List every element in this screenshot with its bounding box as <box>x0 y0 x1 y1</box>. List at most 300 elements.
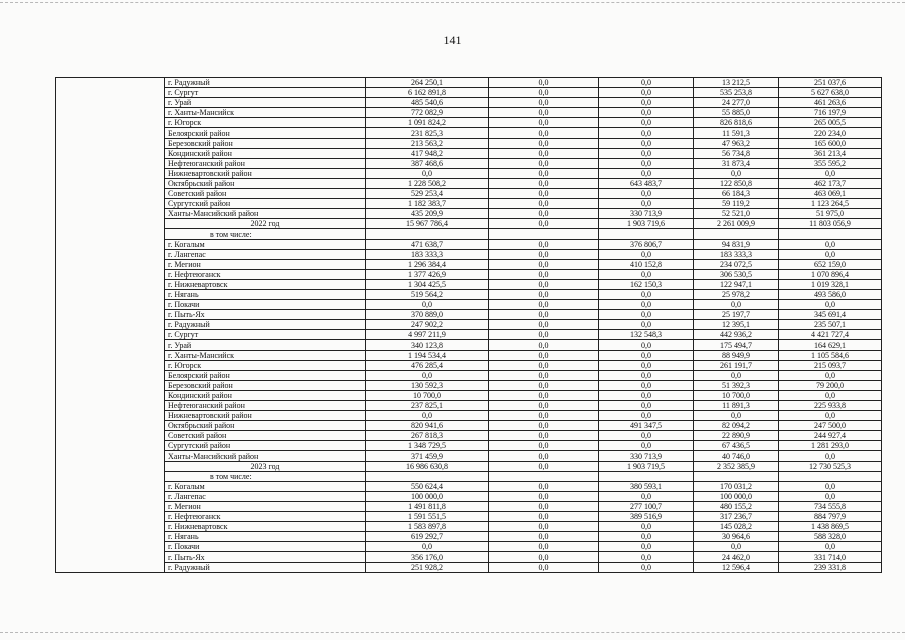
value-cell: 376 806,7 <box>599 239 694 249</box>
value-cell: 0,0 <box>599 108 694 118</box>
table-row <box>56 552 882 562</box>
value-cell: 1 296 384,4 <box>366 259 489 269</box>
value-cell: 0,0 <box>489 512 599 522</box>
blank-cell <box>56 239 165 249</box>
blank-cell <box>56 118 165 128</box>
table-row <box>56 370 882 380</box>
subheading-row <box>56 229 882 239</box>
value-cell: 0,0 <box>489 380 599 390</box>
value-cell: 164 629,1 <box>779 340 882 350</box>
value-cell: 0,0 <box>489 522 599 532</box>
table-row <box>56 481 882 491</box>
row-label: г. Лангепас <box>165 249 366 259</box>
table-row <box>56 542 882 552</box>
blank-cell <box>56 441 165 451</box>
value-cell: 0,0 <box>599 300 694 310</box>
value-cell: 491 347,5 <box>599 421 694 431</box>
value-cell: 306 530,5 <box>694 269 779 279</box>
value-cell: 0,0 <box>599 542 694 552</box>
value-cell: 0,0 <box>489 189 599 199</box>
row-label: Березовский район <box>165 380 366 390</box>
value-cell: 1 903 719,6 <box>599 219 694 229</box>
table-row <box>56 199 882 209</box>
value-cell: 1 019 328,1 <box>779 279 882 289</box>
row-label: г. Покачи <box>165 542 366 552</box>
value-cell: 30 964,6 <box>694 532 779 542</box>
blank-cell <box>56 219 165 229</box>
value-cell: 10 700,0 <box>366 390 489 400</box>
table-row <box>56 350 882 360</box>
blank-cell <box>56 209 165 219</box>
blank-cell <box>56 300 165 310</box>
value-cell: 5 627 638,0 <box>779 88 882 98</box>
value-cell: 0,0 <box>366 168 489 178</box>
value-cell: 0,0 <box>366 300 489 310</box>
value-cell: 550 624,4 <box>366 481 489 491</box>
value-cell: 820 941,6 <box>366 421 489 431</box>
value-cell: 0,0 <box>599 552 694 562</box>
value-cell: 145 028,2 <box>694 522 779 532</box>
row-label: Кондинский район <box>165 390 366 400</box>
table-row <box>56 300 882 310</box>
value-cell: 0,0 <box>489 310 599 320</box>
value-cell: 0,0 <box>599 532 694 542</box>
row-label: Кондинский район <box>165 148 366 158</box>
row-label: г. Когалым <box>165 481 366 491</box>
table-row <box>56 78 882 88</box>
table-row <box>56 269 882 279</box>
blank-cell <box>56 259 165 269</box>
value-cell <box>366 471 489 481</box>
row-label: г. Когалым <box>165 239 366 249</box>
blank-cell <box>56 88 165 98</box>
value-cell: 0,0 <box>599 148 694 158</box>
row-label: Нижневартовский район <box>165 168 366 178</box>
page-number: 141 <box>443 33 462 47</box>
value-cell: 0,0 <box>489 178 599 188</box>
value-cell: 0,0 <box>366 370 489 380</box>
table-row <box>56 249 882 259</box>
row-label: г. Мегион <box>165 259 366 269</box>
value-cell: 40 746,0 <box>694 451 779 461</box>
value-cell: 0,0 <box>779 390 882 400</box>
value-cell: 0,0 <box>599 138 694 148</box>
value-cell: 0,0 <box>599 380 694 390</box>
value-cell: 4 997 211,9 <box>366 330 489 340</box>
value-cell: 0,0 <box>489 411 599 421</box>
table-row <box>56 128 882 138</box>
blank-cell <box>56 340 165 350</box>
row-label: г. Нягань <box>165 532 366 542</box>
row-label: г. Пыть-Ях <box>165 310 366 320</box>
value-cell: 0,0 <box>779 249 882 259</box>
value-cell: 0,0 <box>599 168 694 178</box>
value-cell <box>694 471 779 481</box>
value-cell: 251 928,2 <box>366 562 489 572</box>
value-cell: 82 094,2 <box>694 421 779 431</box>
row-label: г. Радужный <box>165 562 366 572</box>
value-cell: 66 184,3 <box>694 189 779 199</box>
blank-cell <box>56 128 165 138</box>
value-cell: 244 927,4 <box>779 431 882 441</box>
row-label: Советский район <box>165 189 366 199</box>
value-cell: 1 281 293,0 <box>779 441 882 451</box>
value-cell: 235 507,1 <box>779 320 882 330</box>
row-label: Октябрьский район <box>165 421 366 431</box>
blank-cell <box>56 562 165 572</box>
value-cell: 330 713,9 <box>599 209 694 219</box>
row-label: г. Радужный <box>165 78 366 88</box>
value-cell: 265 005,5 <box>779 118 882 128</box>
value-cell: 0,0 <box>489 78 599 88</box>
value-cell: 535 253,8 <box>694 88 779 98</box>
value-cell: 162 150,3 <box>599 279 694 289</box>
value-cell: 0,0 <box>599 88 694 98</box>
table-row <box>56 108 882 118</box>
value-cell: 0,0 <box>489 148 599 158</box>
value-cell: 247 500,0 <box>779 421 882 431</box>
blank-cell <box>56 522 165 532</box>
value-cell: 130 592,3 <box>366 380 489 390</box>
value-cell: 0,0 <box>489 108 599 118</box>
value-cell: 220 234,0 <box>779 128 882 138</box>
blank-cell <box>56 380 165 390</box>
value-cell: 1 377 426,9 <box>366 269 489 279</box>
value-cell: 47 963,2 <box>694 138 779 148</box>
value-cell: 122 850,8 <box>694 178 779 188</box>
blank-cell <box>56 512 165 522</box>
value-cell <box>489 471 599 481</box>
value-cell: 410 152,8 <box>599 259 694 269</box>
row-label: г. Югорск <box>165 118 366 128</box>
value-cell: 519 564,2 <box>366 289 489 299</box>
value-cell: 442 936,2 <box>694 330 779 340</box>
value-cell: 0,0 <box>694 168 779 178</box>
value-cell: 0,0 <box>489 249 599 259</box>
blank-cell <box>56 178 165 188</box>
value-cell: 480 155,2 <box>694 501 779 511</box>
row-label: Сургутский район <box>165 441 366 451</box>
value-cell: 24 462,0 <box>694 552 779 562</box>
value-cell: 247 902,2 <box>366 320 489 330</box>
value-cell: 0,0 <box>489 259 599 269</box>
table-row <box>56 401 882 411</box>
blank-cell <box>56 461 165 471</box>
value-cell <box>599 471 694 481</box>
table-row <box>56 562 882 572</box>
table-row <box>56 189 882 199</box>
value-cell: 0,0 <box>599 118 694 128</box>
value-cell: 0,0 <box>489 98 599 108</box>
value-cell: 417 948,2 <box>366 148 489 158</box>
value-cell: 1 583 897,8 <box>366 522 489 532</box>
value-cell: 55 885,0 <box>694 108 779 118</box>
value-cell: 0,0 <box>694 542 779 552</box>
value-cell: 25 197,7 <box>694 310 779 320</box>
row-label: Советский район <box>165 431 366 441</box>
value-cell: 619 292,7 <box>366 532 489 542</box>
value-cell: 0,0 <box>489 289 599 299</box>
table-row <box>56 289 882 299</box>
table-row <box>56 380 882 390</box>
year-total-row <box>56 219 882 229</box>
value-cell: 0,0 <box>694 411 779 421</box>
value-cell: 225 933,8 <box>779 401 882 411</box>
value-cell: 234 072,5 <box>694 259 779 269</box>
value-cell: 884 797,9 <box>779 512 882 522</box>
value-cell <box>694 229 779 239</box>
value-cell: 0,0 <box>779 542 882 552</box>
row-label: г. Радужный <box>165 320 366 330</box>
row-label: Октябрьский район <box>165 178 366 188</box>
value-cell: 183 333,3 <box>694 249 779 259</box>
blank-cell <box>56 249 165 259</box>
value-cell: 734 555,8 <box>779 501 882 511</box>
value-cell: 317 236,7 <box>694 512 779 522</box>
value-cell: 0,0 <box>489 300 599 310</box>
row-label: Березовский район <box>165 138 366 148</box>
row-label: 2023 год <box>165 461 366 471</box>
value-cell: 0,0 <box>779 300 882 310</box>
blank-cell <box>56 532 165 542</box>
value-cell: 0,0 <box>599 562 694 572</box>
value-cell: 0,0 <box>599 128 694 138</box>
value-cell: 1 182 383,7 <box>366 199 489 209</box>
scan-edge-bottom <box>0 632 905 633</box>
value-cell: 0,0 <box>599 491 694 501</box>
value-cell: 52 521,0 <box>694 209 779 219</box>
table-row <box>56 158 882 168</box>
value-cell: 355 595,2 <box>779 158 882 168</box>
value-cell: 652 159,0 <box>779 259 882 269</box>
value-cell: 1 228 508,2 <box>366 178 489 188</box>
value-cell: 0,0 <box>489 128 599 138</box>
table-body <box>56 78 882 573</box>
value-cell: 0,0 <box>489 320 599 330</box>
table-row <box>56 390 882 400</box>
value-cell: 0,0 <box>489 441 599 451</box>
value-cell: 0,0 <box>366 411 489 421</box>
table-row <box>56 441 882 451</box>
value-cell: 476 285,4 <box>366 360 489 370</box>
value-cell: 0,0 <box>489 199 599 209</box>
value-cell: 340 123,8 <box>366 340 489 350</box>
blank-cell <box>56 310 165 320</box>
value-cell: 170 031,2 <box>694 481 779 491</box>
blank-cell <box>56 98 165 108</box>
blank-cell <box>56 289 165 299</box>
blank-cell <box>56 390 165 400</box>
blank-cell <box>56 168 165 178</box>
table-row <box>56 501 882 511</box>
table-row <box>56 532 882 542</box>
row-label: Белоярский район <box>165 128 366 138</box>
row-label: г. Урай <box>165 98 366 108</box>
value-cell: 231 825,3 <box>366 128 489 138</box>
value-cell: 0,0 <box>489 88 599 98</box>
value-cell: 0,0 <box>599 411 694 421</box>
row-label: г. Югорск <box>165 360 366 370</box>
blank-cell <box>56 269 165 279</box>
value-cell: 88 949,9 <box>694 350 779 360</box>
value-cell: 1 091 824,2 <box>366 118 489 128</box>
value-cell: 0,0 <box>599 289 694 299</box>
value-cell: 361 213,4 <box>779 148 882 158</box>
blank-cell <box>56 78 165 88</box>
value-cell: 175 494,7 <box>694 340 779 350</box>
value-cell <box>489 229 599 239</box>
value-cell: 16 986 630,8 <box>366 461 489 471</box>
data-table <box>55 77 882 573</box>
value-cell: 643 483,7 <box>599 178 694 188</box>
value-cell: 0,0 <box>489 360 599 370</box>
value-cell: 122 947,1 <box>694 279 779 289</box>
value-cell: 0,0 <box>489 269 599 279</box>
value-cell: 435 209,9 <box>366 209 489 219</box>
value-cell: 213 563,2 <box>366 138 489 148</box>
value-cell: 2 352 385,9 <box>694 461 779 471</box>
blank-cell <box>56 189 165 199</box>
blank-cell <box>56 491 165 501</box>
value-cell: 0,0 <box>489 330 599 340</box>
value-cell: 183 333,3 <box>366 249 489 259</box>
value-cell: 0,0 <box>599 340 694 350</box>
value-cell: 0,0 <box>779 168 882 178</box>
value-cell: 215 093,7 <box>779 360 882 370</box>
row-label: Нефтеюганский район <box>165 158 366 168</box>
value-cell <box>599 229 694 239</box>
year-total-row <box>56 461 882 471</box>
value-cell <box>779 471 882 481</box>
value-cell: 345 691,4 <box>779 310 882 320</box>
value-cell: 0,0 <box>489 481 599 491</box>
value-cell: 11 891,3 <box>694 401 779 411</box>
value-cell: 100 000,0 <box>366 491 489 501</box>
value-cell: 588 328,0 <box>779 532 882 542</box>
value-cell <box>779 229 882 239</box>
value-cell: 0,0 <box>489 340 599 350</box>
value-cell: 0,0 <box>779 491 882 501</box>
table-row <box>56 431 882 441</box>
value-cell: 100 000,0 <box>694 491 779 501</box>
blank-cell <box>56 411 165 421</box>
value-cell: 0,0 <box>599 401 694 411</box>
value-cell: 12 395,1 <box>694 320 779 330</box>
row-label: г. Нижневартовск <box>165 522 366 532</box>
value-cell: 0,0 <box>694 370 779 380</box>
value-cell: 0,0 <box>489 158 599 168</box>
value-cell: 1 438 869,5 <box>779 522 882 532</box>
value-cell: 461 263,6 <box>779 98 882 108</box>
value-cell: 462 173,7 <box>779 178 882 188</box>
value-cell: 0,0 <box>599 390 694 400</box>
row-label: 2022 год <box>165 219 366 229</box>
value-cell: 485 540,6 <box>366 98 489 108</box>
value-cell: 1 304 425,5 <box>366 279 489 289</box>
value-cell: 0,0 <box>779 411 882 421</box>
blank-cell <box>56 108 165 118</box>
value-cell: 31 873,4 <box>694 158 779 168</box>
blank-cell <box>56 431 165 441</box>
value-cell: 0,0 <box>489 542 599 552</box>
value-cell: 0,0 <box>489 431 599 441</box>
row-label: г. Нягань <box>165 289 366 299</box>
value-cell: 0,0 <box>779 451 882 461</box>
value-cell: 0,0 <box>489 138 599 148</box>
value-cell: 237 825,1 <box>366 401 489 411</box>
value-cell: 371 459,9 <box>366 451 489 461</box>
value-cell: 239 331,8 <box>779 562 882 572</box>
blank-cell <box>56 229 165 239</box>
value-cell: 0,0 <box>599 269 694 279</box>
value-cell: 826 818,6 <box>694 118 779 128</box>
value-cell: 0,0 <box>489 532 599 542</box>
table-row <box>56 360 882 370</box>
value-cell: 261 191,7 <box>694 360 779 370</box>
value-cell: 1 123 264,5 <box>779 199 882 209</box>
table-row <box>56 310 882 320</box>
value-cell: 267 818,3 <box>366 431 489 441</box>
value-cell: 1 591 551,5 <box>366 512 489 522</box>
value-cell: 330 713,9 <box>599 451 694 461</box>
table-row <box>56 411 882 421</box>
value-cell: 0,0 <box>489 118 599 128</box>
table-row <box>56 118 882 128</box>
row-label: г. Сургут <box>165 88 366 98</box>
value-cell: 370 889,0 <box>366 310 489 320</box>
value-cell: 94 831,9 <box>694 239 779 249</box>
value-cell: 380 593,1 <box>599 481 694 491</box>
blank-cell <box>56 451 165 461</box>
value-cell: 0,0 <box>599 158 694 168</box>
value-cell: 0,0 <box>779 370 882 380</box>
value-cell: 529 253,4 <box>366 189 489 199</box>
value-cell: 0,0 <box>489 350 599 360</box>
table-row <box>56 279 882 289</box>
value-cell: 0,0 <box>489 209 599 219</box>
value-cell: 22 890,9 <box>694 431 779 441</box>
value-cell: 772 082,9 <box>366 108 489 118</box>
value-cell: 6 162 891,8 <box>366 88 489 98</box>
value-cell: 0,0 <box>489 239 599 249</box>
value-cell: 10 700,0 <box>694 390 779 400</box>
value-cell: 1 070 896,4 <box>779 269 882 279</box>
value-cell: 463 069,1 <box>779 189 882 199</box>
value-cell: 0,0 <box>599 522 694 532</box>
value-cell: 0,0 <box>599 249 694 259</box>
blank-cell <box>56 279 165 289</box>
value-cell: 387 468,6 <box>366 158 489 168</box>
value-cell: 0,0 <box>599 199 694 209</box>
table-row <box>56 259 882 269</box>
value-cell: 0,0 <box>599 189 694 199</box>
value-cell: 0,0 <box>489 168 599 178</box>
row-label: г. Пыть-Ях <box>165 552 366 562</box>
row-label: Ханты-Мансийский район <box>165 451 366 461</box>
value-cell: 0,0 <box>599 370 694 380</box>
value-cell: 251 037,6 <box>779 78 882 88</box>
blank-cell <box>56 320 165 330</box>
row-label: г. Ханты-Мансийск <box>165 108 366 118</box>
row-label: г. Нефтеюганск <box>165 512 366 522</box>
value-cell: 0,0 <box>366 542 489 552</box>
value-cell: 0,0 <box>489 491 599 501</box>
value-cell: 0,0 <box>489 401 599 411</box>
blank-cell <box>56 158 165 168</box>
row-label: г. Нефтеюганск <box>165 269 366 279</box>
row-label: г. Покачи <box>165 300 366 310</box>
table-row <box>56 88 882 98</box>
